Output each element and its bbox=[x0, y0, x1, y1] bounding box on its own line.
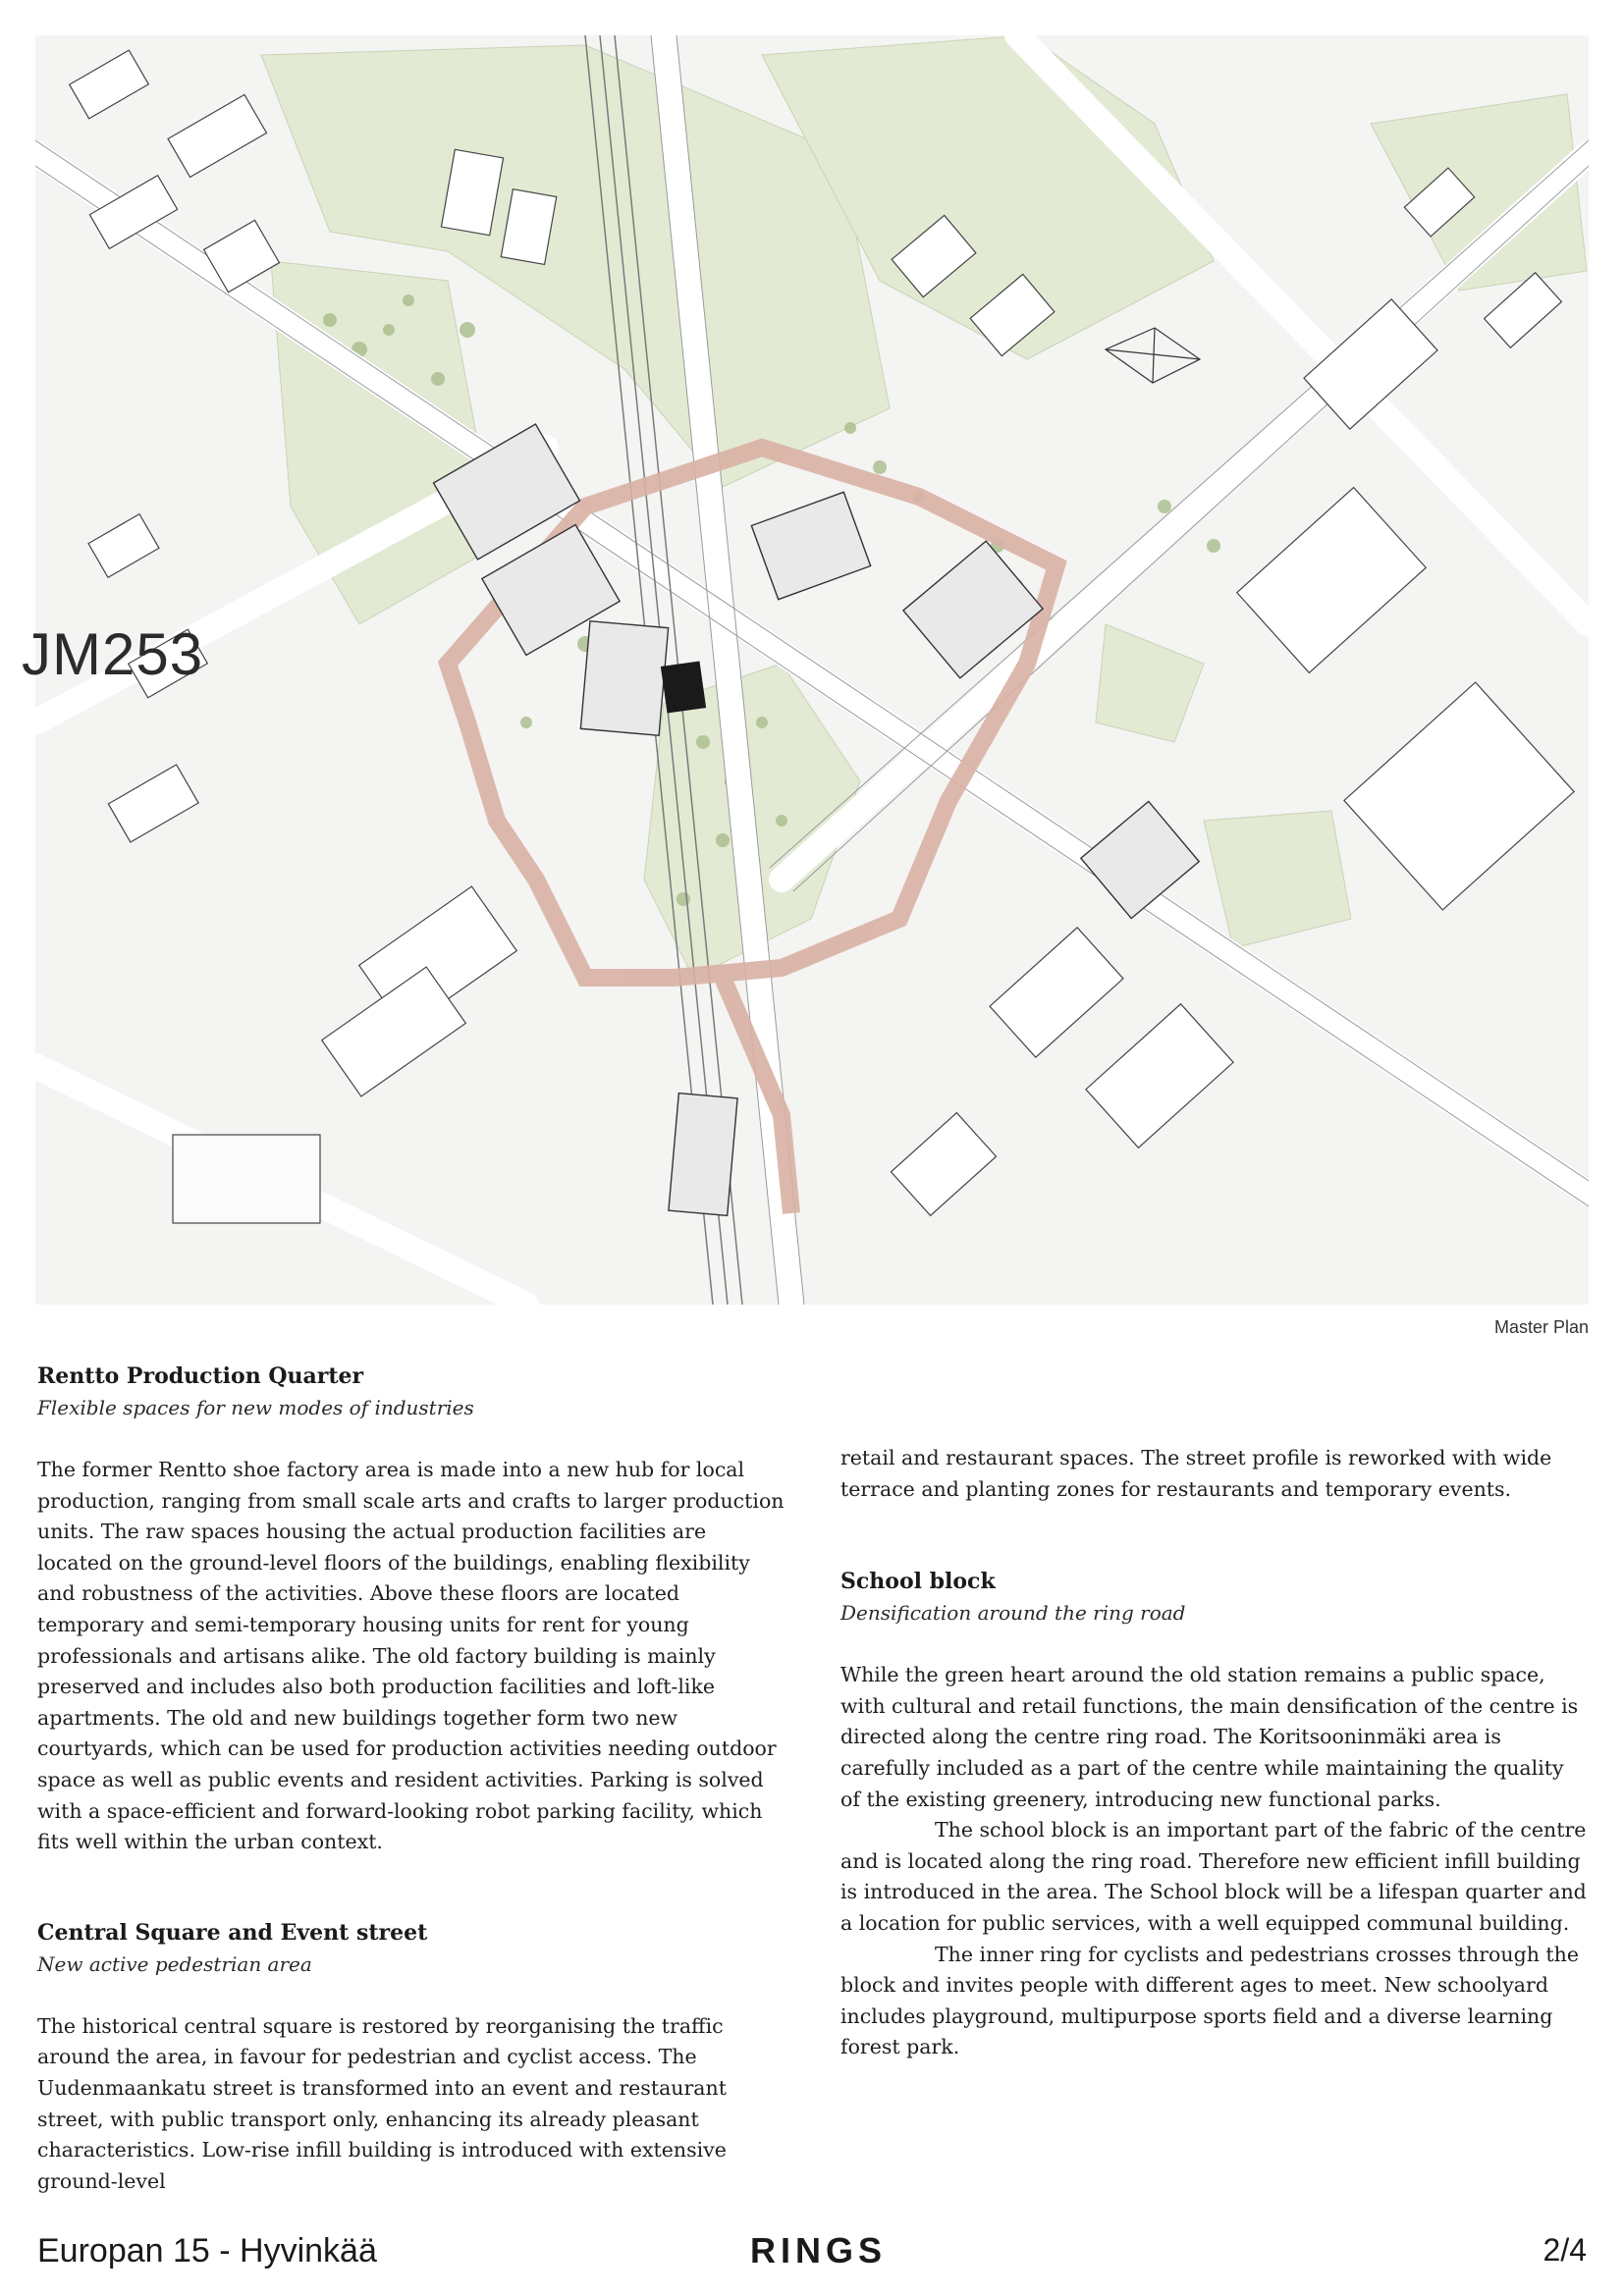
project-code: JM253 bbox=[22, 621, 204, 687]
master-plan-drawing bbox=[35, 35, 1589, 1305]
section-school-block bbox=[840, 1566, 1589, 2063]
section-paragraph-1: While the green heart around the old station remains a public space, with cultural and retail functions, the main densification of the centre is directed along the centre ring road. The Koritsooninmäki area is carefully included as a part of the centre while maintaining the quality of the existing greenery, introducing new functional parks. bbox=[840, 1663, 1579, 1811]
footer-project-name: RINGS bbox=[750, 2230, 888, 2270]
section-title: Rentto Production Quarter bbox=[37, 1363, 364, 1389]
section-subtitle: New active pedestrian area bbox=[37, 1951, 312, 1976]
section-rentto bbox=[37, 1361, 785, 1858]
footer-competition: Europan 15 - Hyvinkää bbox=[37, 2232, 377, 2269]
right-column bbox=[840, 1443, 1589, 2063]
section-subtitle: Flexible spaces for new modes of industries bbox=[37, 1396, 474, 1419]
left-column bbox=[37, 1361, 785, 2197]
continued-text: retail and restaurant spaces. The street profile is reworked with wide terrace and planting zones for restaurants and temporary events. bbox=[840, 1446, 1552, 1501]
section-paragraph-2: The school block is an important part of the fabric of the centre and is located along the ring road. Therefore new efficient infill building is introduced in the area. The School block will be a lifespan quarter and a location for public services, with a well equipped communal building. bbox=[840, 1818, 1587, 1935]
section-subtitle: Densification around the ring road bbox=[840, 1601, 1186, 1626]
section-paragraph-3: The inner ring for cyclists and pedestrians crosses through the block and invites people with different ages to meet. New schoolyard includes playground, multipurpose sports field and a diverse learning forest park. bbox=[840, 1942, 1580, 2059]
map-caption: Master Plan bbox=[1493, 1317, 1589, 1337]
section-body: The former Rentto shoe factory area is made into a new hub for local production, ranging from small scale arts and crafts to larger production units. The raw spaces housing the actual production facilities are located on the ground-level floors of the buildings, enabling flexibility and robustness of the activities. Above these floors are located temporary and semi-temporary housing units for rent for young professionals and artisans alike. The old factory building is mainly preserved and includes also both production facilities and loft-like apartments. The old and new buildings together form two new courtyards, which can be used for production activities needing outdoor space as well as public events and resident activities. Parking is solved with a space-efficient and forward-looking robot parking facility, which fits well within the urban context. bbox=[37, 1458, 785, 1854]
station-roof bbox=[661, 661, 706, 713]
master-plan-map bbox=[35, 35, 1589, 1305]
footer-page-number: 2/4 bbox=[1543, 2232, 1587, 2268]
section-central-square bbox=[37, 1917, 785, 2198]
section-title: School block bbox=[840, 1569, 996, 1595]
section-title: Central Square and Event street bbox=[37, 1919, 428, 1946]
section-body: The historical central square is restored by reorganising the traffic around the area, in favour for pedestrian and cyclist access. The Uudenmaankatu street is transformed into an event and restaurant street, with public transport only, enhancing its already pleasant characteristics. Low-rise infill building is introduced with extensive ground-level bbox=[37, 2013, 727, 2193]
